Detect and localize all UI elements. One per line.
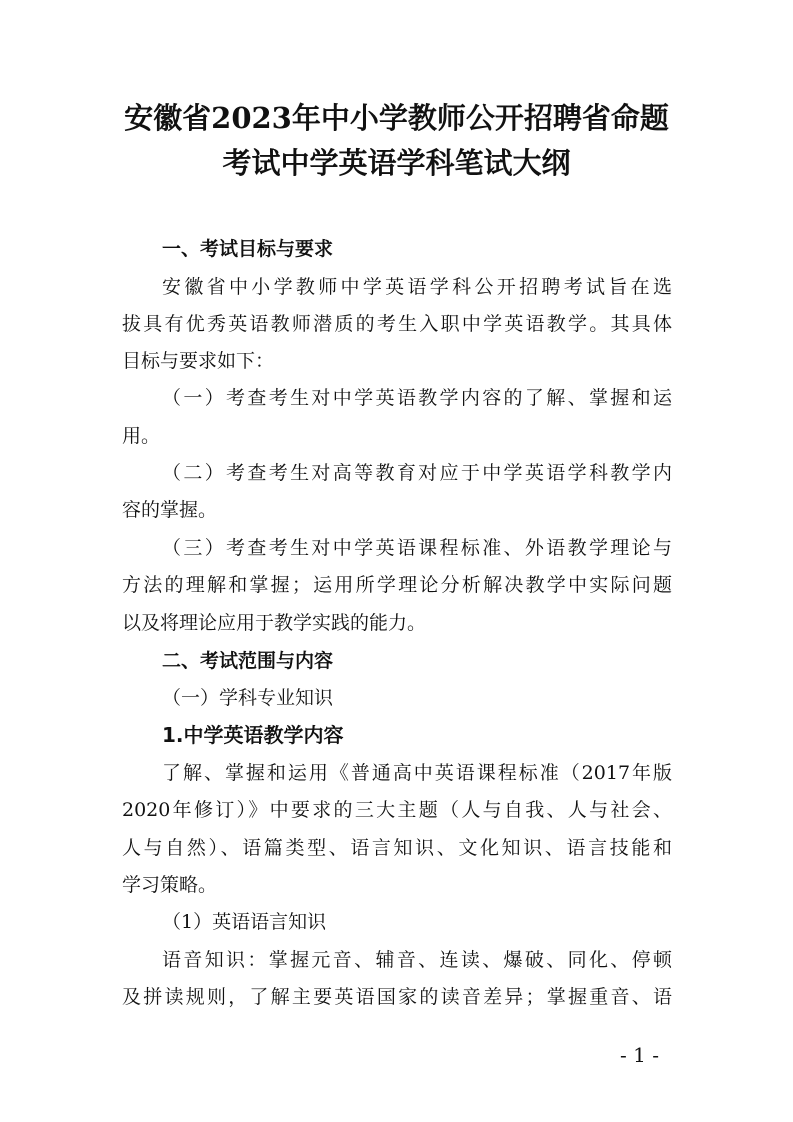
subsection-heading: （一）学科专业知识 — [162, 687, 334, 709]
section-1-heading: 一、考试目标与要求 — [162, 238, 334, 260]
paragraph-line: （二）考查考生对高等教育对应于中学英语学科教学内 — [162, 462, 672, 484]
paragraph-line: （三）考查考生对中学英语课程标准、外语教学理论与 — [162, 537, 672, 559]
paragraph-line: 容的掌握。 — [122, 499, 218, 521]
page-number: - 1 - — [620, 1043, 659, 1067]
paragraph-line: （一）考查考生对中学英语教学内容的了解、掌握和运 — [162, 387, 672, 409]
section-2-heading: 二、考试范围与内容 — [162, 650, 334, 672]
paragraph-line: 方法的理解和掌握；运用所学理论分析解决教学中实际问题 — [122, 574, 672, 596]
paragraph-line: 以及将理论应用于教学实践的能力。 — [122, 612, 427, 634]
paragraph-line: 及拼读规则，了解主要英语国家的读音差异；掌握重音、语 — [122, 986, 672, 1008]
paragraph-line: 语音知识：掌握元音、辅音、连读、爆破、同化、停顿 — [162, 949, 672, 971]
paragraph-line: 了解、掌握和运用《普通高中英语课程标准（2017年版 — [162, 762, 672, 784]
paragraph-line: 用。 — [122, 425, 161, 447]
document-title-line-2: 考试中学英语学科笔试大纲 — [222, 146, 571, 180]
subsection-heading: （1）英语语言知识 — [162, 911, 327, 933]
paragraph-line: 目标与要求如下： — [122, 350, 275, 372]
subsection-1-1-heading: 1.中学英语教学内容 — [162, 723, 344, 747]
paragraph-line: 2020年修订）》中要求的三大主题（人与自我、人与社会、 — [122, 799, 672, 821]
paragraph-line: 人与自然）、语篇类型、语言知识、文化知识、语言技能和 — [122, 837, 672, 859]
paragraph-line: 安徽省中小学教师中学英语学科公开招聘考试旨在选 — [162, 276, 672, 298]
document-title-line-1: 安徽省2023年中小学教师公开招聘省命题 — [124, 101, 669, 135]
paragraph-line: 学习策略。 — [122, 874, 218, 896]
paragraph-line: 拔具有优秀英语教师潜质的考生入职中学英语教学。其具体 — [122, 313, 672, 335]
